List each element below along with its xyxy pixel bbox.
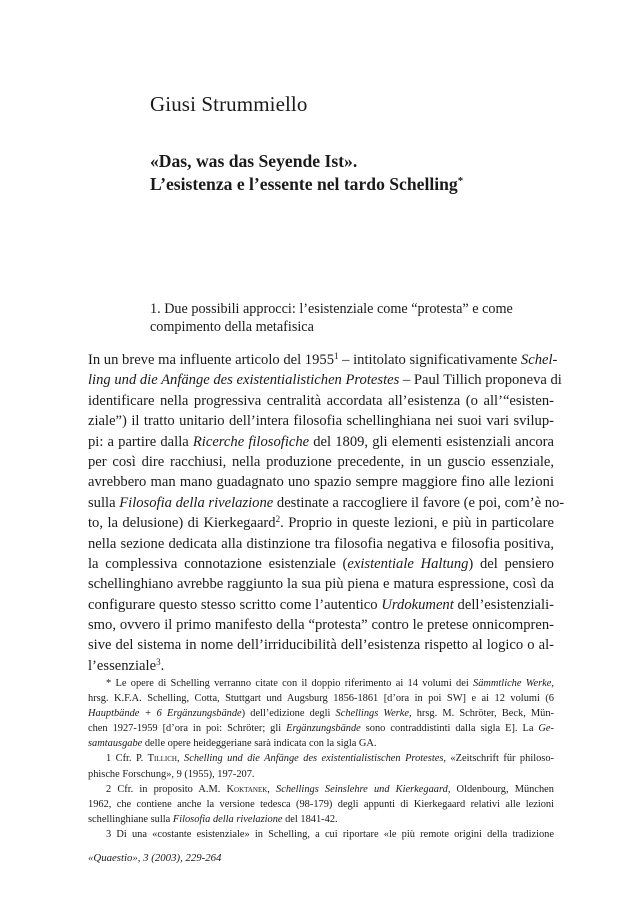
body-line: pi: a partire dalla Ricerche filosofiche del 1809, gli elementi esistenziali ancora xyxy=(88,433,554,450)
footnote-line: chen 1927-1959 [d’ora in poi: Schröter; gli Ergänzungsbände sono contraddistinti dalla sigla E]. La Ge- xyxy=(88,723,554,735)
footnote-2: 2 Cfr. in proposito A.M. Koktanek, Schellings Seinslehre und Kierkegaard, Oldenbourg, München xyxy=(106,783,554,795)
body-line: In un breve ma influente articolo del 1955$^1$ – intitolato significativamente Schel- xyxy=(88,351,558,368)
body-line: per così dire racchiusi, nella produzione precedente, in un guscio essenziale, xyxy=(88,453,554,470)
body-line: ling und die Anfänge des existentialistichen Protestes – Paul Tillich proponeva di xyxy=(88,372,562,389)
footnote-line: hrsg. K.F.A. Schelling, Cotta, Stuttgart und Augsburg 1856-1861 [d’ora in poi SW] e ai 12 volumi (6 xyxy=(88,693,554,705)
author-name: Giusi Strummiello xyxy=(150,92,308,116)
title-footnote-mark: * xyxy=(457,175,464,187)
footnote-ref-1: 1 xyxy=(334,351,339,362)
footnote-line: 1962, che contiene anche la versione tedesca (98-179) degli appunti di Kierkegaard relativi alle lezioni xyxy=(88,798,554,810)
body-line: schellinghiano avrebbe raggiunto la sua più piena e matura espressione, così da xyxy=(88,576,554,593)
footnotes xyxy=(88,676,554,842)
footnote-ref-2: 2 xyxy=(275,514,281,525)
body-line: smo, ovvero il primo manifesto della “protesta” contro le pretese onnicompren- xyxy=(88,617,554,634)
footnote-line: phische Forschung», 9 (1955), 197-207. xyxy=(88,768,255,780)
body-line: nella sezione dedicata alla distinzione tra filosofia negativa e filosofia positiva, xyxy=(88,535,554,552)
body-line: la complessiva connotazione esistenziale (existentiale Haltung) del pensiero xyxy=(88,555,554,572)
body-line: l’essenziale$^3$. xyxy=(88,656,165,674)
footnote-3: 3 Di una «costante esistenziale» in Schelling, a cui riportare «le più remote origini della tradizione xyxy=(106,828,554,840)
body-paragraph xyxy=(88,350,565,676)
article-title xyxy=(150,150,580,196)
footnote-1: 1 Cfr. P. Tillich, Schelling und die Anfänge des existentialistischen Protestes, «Zeitschrift für philoso- xyxy=(106,753,554,765)
section-heading-line-2: compimento della metafisica xyxy=(150,319,314,335)
body-line: to, la delusione) di Kierkegaard$^2$. Proprio in queste lezioni, e più in particolare xyxy=(88,514,554,532)
footnote-line: samtausgabe delle opere heideggeriane sarà indicata con la sigla GA. xyxy=(88,738,377,750)
body-line: avrebbero man mano guadagnato uno spazio sempre maggiore fino alle lezioni xyxy=(88,474,554,491)
body-line: sulla Filosofia della rivelazione destinate a raccogliere il favore (e poi, com’è no- xyxy=(88,494,565,511)
section-heading xyxy=(150,300,540,336)
body-line: configurare questo stesso scritto come l’autentico Urdokument dell’esistenziali- xyxy=(88,596,554,613)
footnote-ref-3: 3 xyxy=(156,656,161,667)
section-heading-line-1: 1. Due possibili approcci: l’esistenziale come “protesta” e come xyxy=(150,301,513,317)
footnote-star: * Le opere di Schelling verranno citate con il doppio riferimento ai 14 volumi dei Sämmtliche Werke, xyxy=(106,678,554,689)
journal-citation: «Quaestio», 3 (2003), 229-264 xyxy=(88,852,222,864)
footnote-line: schellinghiane sulla Filosofia della rivelazione del 1841-42. xyxy=(88,813,338,825)
body-line: ziale”) il tratto unitario dell’intera filosofia schellinghiana nei suoi vari svilup- xyxy=(88,413,554,430)
body-line: sive del sistema in nome dell’irriducibilità dell’esistenza rispetto al logico o al- xyxy=(88,637,554,654)
title-line-1: «Das, was das Seyende Ist». xyxy=(150,151,358,171)
footnote-line: Hauptbände + 6 Ergänzungsbände) dell’edizione degli Schellings Werke, hrsg. M. Schröter, Beck, Mün- xyxy=(88,708,555,720)
body-line: identificare nella progressiva centralità accordata all’esistenza (o all’“esisten- xyxy=(88,392,554,409)
title-line-2: L’esistenza e l’essente nel tardo Schelling* xyxy=(150,174,464,194)
